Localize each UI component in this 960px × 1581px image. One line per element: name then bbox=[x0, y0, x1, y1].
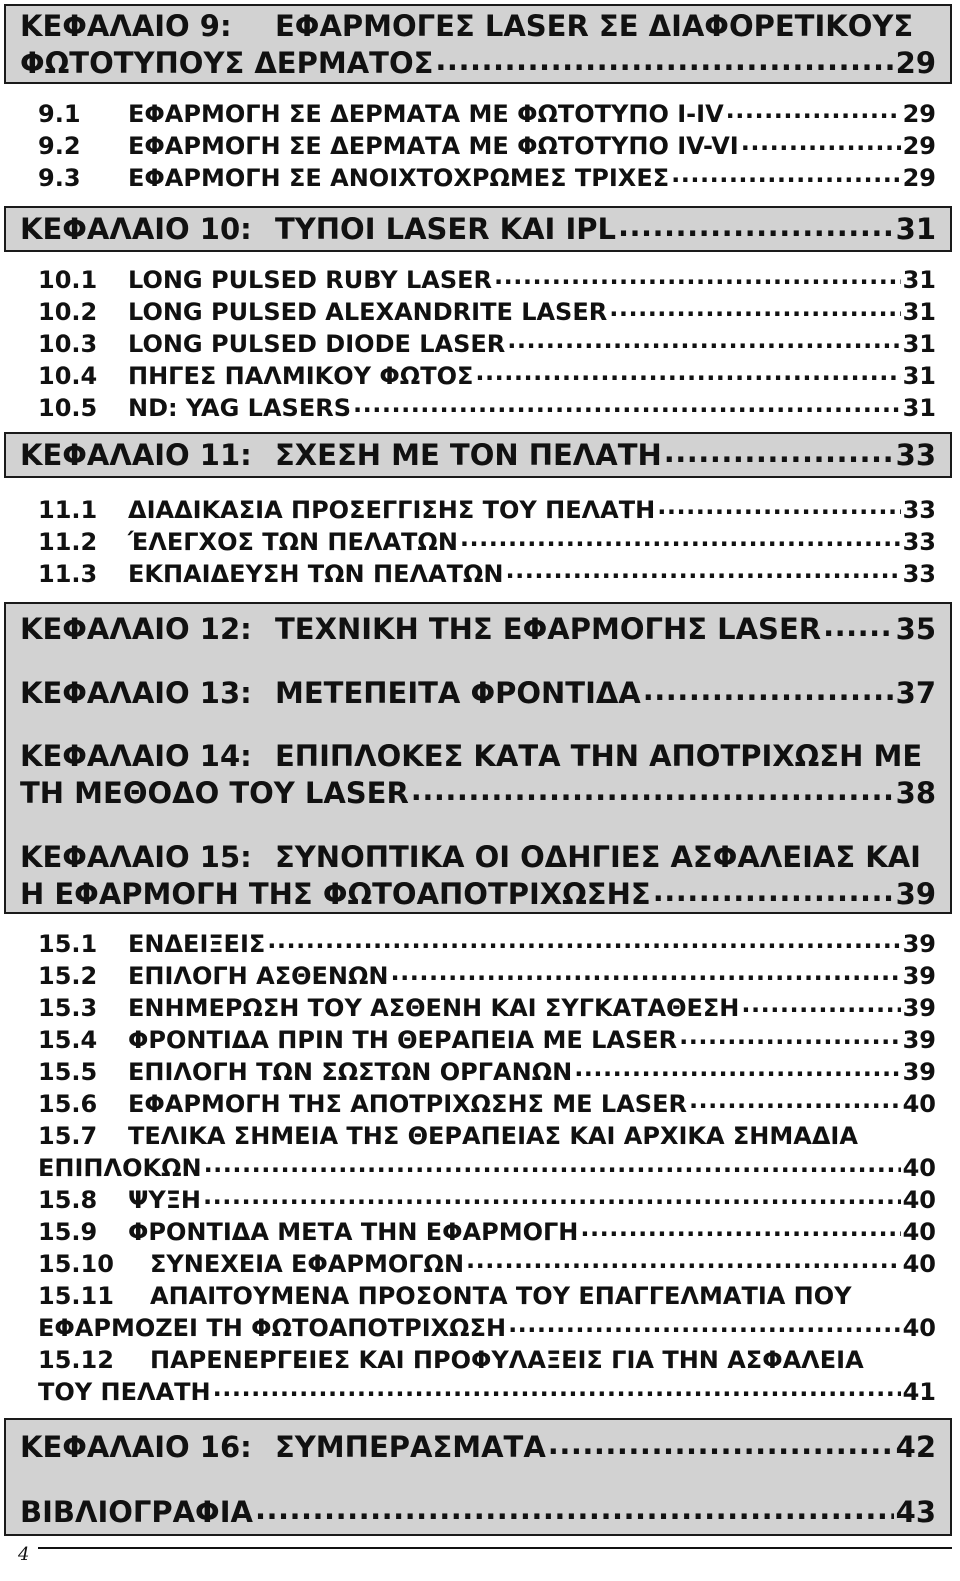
toc-bibliography[interactable]: ΒΙΒΛΙΟΓΡΑΦΙΑ ..... 43 bbox=[20, 1493, 936, 1530]
toc-section-11-3[interactable]: 11.3 ΕΚΠΑΙΔΕΥΣΗ ΤΩΝ ΠΕΛΑΤΩΝ ..... 33 bbox=[38, 558, 936, 590]
toc-section-15-1[interactable]: 15.1 ΕΝΔΕΙΞΕΙΣ ..... 39 bbox=[38, 928, 936, 960]
toc-section-9-1[interactable]: 9.1 ΕΦΑΡΜΟΓΗ ΣΕ ΔΕΡΜΑΤΑ ΜΕ ΦΩΤΟΤΥΠΟ I-IV ..... 29 bbox=[38, 98, 936, 130]
toc-section-15-4[interactable]: 15.4 ΦΡΟΝΤΙΔΑ ΠΡΙΝ ΤΗ ΘΕΡΑΠΕΙΑ ΜΕ LASER ..... 39 bbox=[38, 1024, 936, 1056]
toc-section-10-1[interactable]: 10.1 LONG PULSED RUBY LASER ..... 31 bbox=[38, 264, 936, 296]
chapter-title: ΕΦΑΡΜΟΓΕΣ LASER ΣΕ ΔΙΑΦΟΡΕΤΙΚΟΥΣ bbox=[275, 9, 914, 43]
toc-chapter-14[interactable]: ΚΕΦΑΛΑΙΟ 14: ΕΠΙΠΛΟΚΕΣ ΚΑΤΑ ΤΗΝ ΑΠΟΤΡΙΧΩΣΗ ΜΕ ΤΗ ΜΕΘΟΔΟ ΤΟΥ LASER ..... 38 bbox=[20, 738, 936, 811]
toc-chapter-15[interactable]: ΚΕΦΑΛΑΙΟ 15: ΣΥΝΟΠΤΙΚΑ ΟΙ ΟΔΗΓΙΕΣ ΑΣΦΑΛΕΙΑΣ ΚΑΙ Η ΕΦΑΡΜΟΓΗ ΤΗΣ ΦΩΤΟΑΠΟΤΡΙΧΩΣΗΣ ..... 39 bbox=[20, 839, 936, 912]
toc-section-10-2[interactable]: 10.2 LONG PULSED ALEXANDRITE LASER ..... 31 bbox=[38, 296, 936, 328]
toc-section-11-2[interactable]: 11.2 ΈΛΕΓΧΟΣ ΤΩΝ ΠΕΛΑΤΩΝ ..... 33 bbox=[38, 526, 936, 558]
toc-section-15-12[interactable]: 15.12 ΠΑΡΕΝΕΡΓΕΙΕΣ ΚΑΙ ΠΡΟΦΥΛΑΞΕΙΣ ΓΙΑ ΤΗΝ ΑΣΦΑΛΕΙΑ ΤΟΥ ΠΕΛΑΤΗ ..... 41 bbox=[38, 1344, 936, 1408]
toc-section-15-11[interactable]: 15.11 ΑΠΑΙΤΟΥΜΕΝΑ ΠΡΟΣΟΝΤΑ ΤΟΥ ΕΠΑΓΓΕΛΜΑΤΙΑ ΠΟΥ ΕΦΑΡΜΟΖΕΙ ΤΗ ΦΩΤΟΑΠΟΤΡΙΧΩΣΗ ..... 40 bbox=[38, 1280, 936, 1344]
toc-chapter-12[interactable]: ΚΕΦΑΛΑΙΟ 12: ΤΕΧΝΙΚΗ ΤΗΣ ΕΦΑΡΜΟΓΗΣ LASER ..... 35 bbox=[20, 610, 936, 647]
toc-chapter-9[interactable] bbox=[4, 4, 952, 84]
toc-section-9-2[interactable]: 9.2 ΕΦΑΡΜΟΓΗ ΣΕ ΔΕΡΜΑΤΑ ΜΕ ΦΩΤΟΤΥΠΟ IV-VI ..... 29 bbox=[38, 130, 936, 162]
toc-section-15-5[interactable]: 15.5 ΕΠΙΛΟΓΗ ΤΩΝ ΣΩΣΤΩΝ ΟΡΓΑΝΩΝ ..... 39 bbox=[38, 1056, 936, 1088]
chapter-label: ΚΕΦΑΛΑΙΟ 9: bbox=[20, 9, 232, 43]
toc-section-15-8[interactable]: 15.8 ΨΥΞΗ ..... 40 bbox=[38, 1184, 936, 1216]
toc-section-10-3[interactable]: 10.3 LONG PULSED DIODE LASER ..... 31 bbox=[38, 328, 936, 360]
toc-section-15-10[interactable]: 15.10 ΣΥΝΕΧΕΙΑ ΕΦΑΡΜΟΓΩΝ ..... 40 bbox=[38, 1248, 936, 1280]
toc-chapter-16-biblio bbox=[4, 1418, 952, 1536]
footer-rule bbox=[38, 1547, 952, 1549]
toc-chapter-13[interactable]: ΚΕΦΑΛΑΙΟ 13: ΜΕΤΕΠΕΙΤΑ ΦΡΟΝΤΙΔΑ ..... 37 bbox=[20, 674, 936, 711]
toc-section-9-3[interactable]: 9.3 ΕΦΑΡΜΟΓΗ ΣΕ ΑΝΟΙΧΤΟΧΡΩΜΕΣ ΤΡΙΧΕΣ ..... 29 bbox=[38, 162, 936, 194]
page-number: 4 bbox=[18, 1544, 30, 1565]
toc-chapters-12-15 bbox=[4, 602, 952, 914]
toc-chapter-10[interactable]: ΚΕΦΑΛΑΙΟ 10: ΤΥΠΟΙ LASER ΚΑΙ IPL ..... 31 bbox=[4, 206, 952, 252]
toc-chapter-16[interactable]: ΚΕΦΑΛΑΙΟ 16: ΣΥΜΠΕΡΑΣΜΑΤΑ ..... 42 bbox=[20, 1428, 936, 1465]
chapter-title-cont: ΦΩΤΟΤΥΠΟΥΣ ΔΕΡΜΑΤΟΣ bbox=[20, 46, 434, 80]
page-ref: 29 bbox=[895, 46, 936, 80]
toc-section-15-7[interactable]: 15.7 ΤΕΛΙΚΑ ΣΗΜΕΙΑ ΤΗΣ ΘΕΡΑΠΕΙΑΣ ΚΑΙ ΑΡΧΙΚΑ ΣΗΜΑΔΙΑ ΕΠΙΠΛΟΚΩΝ ..... 40 bbox=[38, 1120, 936, 1184]
toc-section-15-2[interactable]: 15.2 ΕΠΙΛΟΓΗ ΑΣΘΕΝΩΝ ..... 39 bbox=[38, 960, 936, 992]
toc-section-10-4[interactable]: 10.4 ΠΗΓΕΣ ΠΑΛΜΙΚΟΥ ΦΩΤΟΣ ..... 31 bbox=[38, 360, 936, 392]
toc-chapter-11[interactable]: ΚΕΦΑΛΑΙΟ 11: ΣΧΕΣΗ ΜΕ ΤΟΝ ΠΕΛΑΤΗ ..... 33 bbox=[4, 432, 952, 478]
toc-section-15-6[interactable]: 15.6 ΕΦΑΡΜΟΓΗ ΤΗΣ ΑΠΟΤΡΙΧΩΣΗΣ ΜΕ LASER ..... 40 bbox=[38, 1088, 936, 1120]
toc-section-11-1[interactable]: 11.1 ΔΙΑΔΙΚΑΣΙΑ ΠΡΟΣΕΓΓΙΣΗΣ ΤΟΥ ΠΕΛΑΤΗ ..... 33 bbox=[38, 494, 936, 526]
toc-section-15-3[interactable]: 15.3 ΕΝΗΜΕΡΩΣΗ ΤΟΥ ΑΣΘΕΝΗ ΚΑΙ ΣΥΓΚΑΤΑΘΕΣΗ ..... 39 bbox=[38, 992, 936, 1024]
toc-section-10-5[interactable]: 10.5 ND: YAG LASERS ..... 31 bbox=[38, 392, 936, 424]
toc-section-15-9[interactable]: 15.9 ΦΡΟΝΤΙΔΑ ΜΕΤΑ ΤΗΝ ΕΦΑΡΜΟΓΗ ..... 40 bbox=[38, 1216, 936, 1248]
